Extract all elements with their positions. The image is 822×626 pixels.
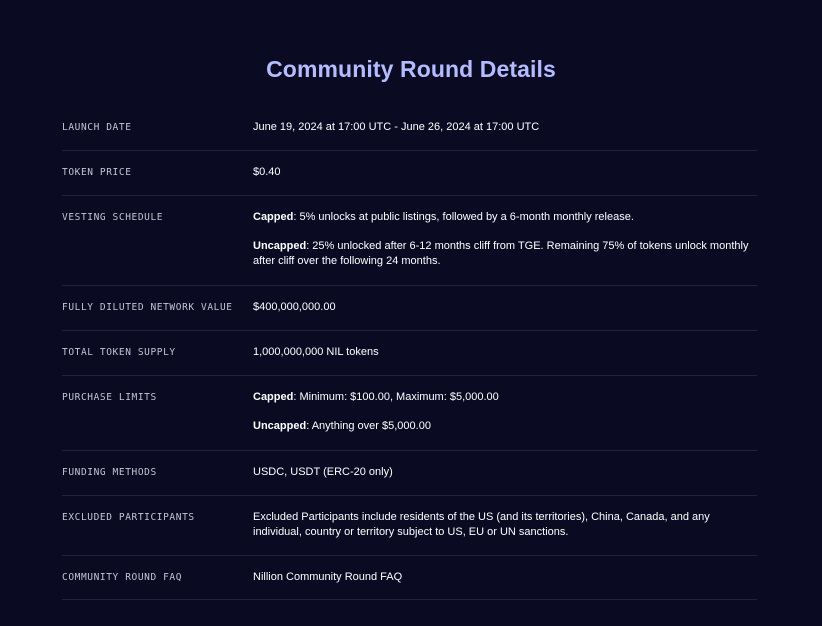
row-label-purchase-limits: PURCHASE LIMITS: [62, 392, 157, 403]
table-row: [62, 331, 757, 376]
uncapped-label: Uncapped: [253, 420, 307, 432]
row-value-purchase-limits: [253, 390, 757, 436]
row-label-funding-methods: FUNDING METHODS: [62, 467, 157, 478]
row-label-faq: COMMUNITY ROUND FAQ: [62, 572, 183, 583]
row-value-token-price: $0.40: [253, 166, 281, 178]
details-table: [62, 106, 757, 600]
uncapped-text: : Anything over $5,000.00: [306, 420, 431, 432]
row-value-excluded-participants: Excluded Participants include residents of the US (and its territories), China, Canada, and any individual, country or territory subject to US, EU or UN sanctions.: [253, 511, 710, 538]
limits-capped-line: [253, 390, 757, 405]
vesting-uncapped-line: [253, 239, 757, 269]
capped-text: : 5% unlocks at public listings, followed by a 6-month monthly release.: [293, 211, 634, 223]
page-title: Community Round Details: [266, 56, 556, 82]
table-row: [62, 376, 757, 451]
capped-label: Capped: [253, 391, 294, 403]
row-label-launch-date: LAUNCH DATE: [62, 122, 132, 133]
table-row: [62, 496, 757, 556]
table-row: [62, 556, 757, 600]
capped-label: Capped: [253, 211, 294, 223]
row-label-token-price: TOKEN PRICE: [62, 167, 132, 178]
row-value-launch-date: June 19, 2024 at 17:00 UTC - June 26, 2024 at 17:00 UTC: [253, 121, 540, 133]
table-row: [62, 151, 757, 196]
table-row: [62, 106, 757, 151]
row-label-fdv: FULLY DILUTED NETWORK VALUE: [62, 302, 233, 313]
table-row: [62, 196, 757, 286]
uncapped-text: : 25% unlocked after 6-12 months cliff from TGE. Remaining 75% of tokens unlock monthly after cliff over the following 24 months.: [253, 240, 749, 267]
uncapped-label: Uncapped: [253, 240, 307, 252]
limits-uncapped-line: [253, 419, 757, 434]
table-row: [62, 451, 757, 496]
vesting-capped-line: [253, 210, 757, 225]
row-label-vesting-schedule: VESTING SCHEDULE: [62, 212, 164, 223]
row-value-fdv: $400,000,000.00: [253, 301, 336, 313]
capped-text: : Minimum: $100.00, Maximum: $5,000.00: [293, 391, 499, 403]
row-label-total-supply: TOTAL TOKEN SUPPLY: [62, 347, 176, 358]
row-value-vesting-schedule: [253, 210, 757, 271]
table-row: [62, 286, 757, 331]
faq-link[interactable]: Nillion Community Round FAQ: [253, 571, 403, 583]
row-value-total-supply: 1,000,000,000 NIL tokens: [253, 346, 379, 358]
row-value-funding-methods: USDC, USDT (ERC-20 only): [253, 466, 393, 478]
row-label-excluded-participants: EXCLUDED PARTICIPANTS: [62, 512, 195, 523]
